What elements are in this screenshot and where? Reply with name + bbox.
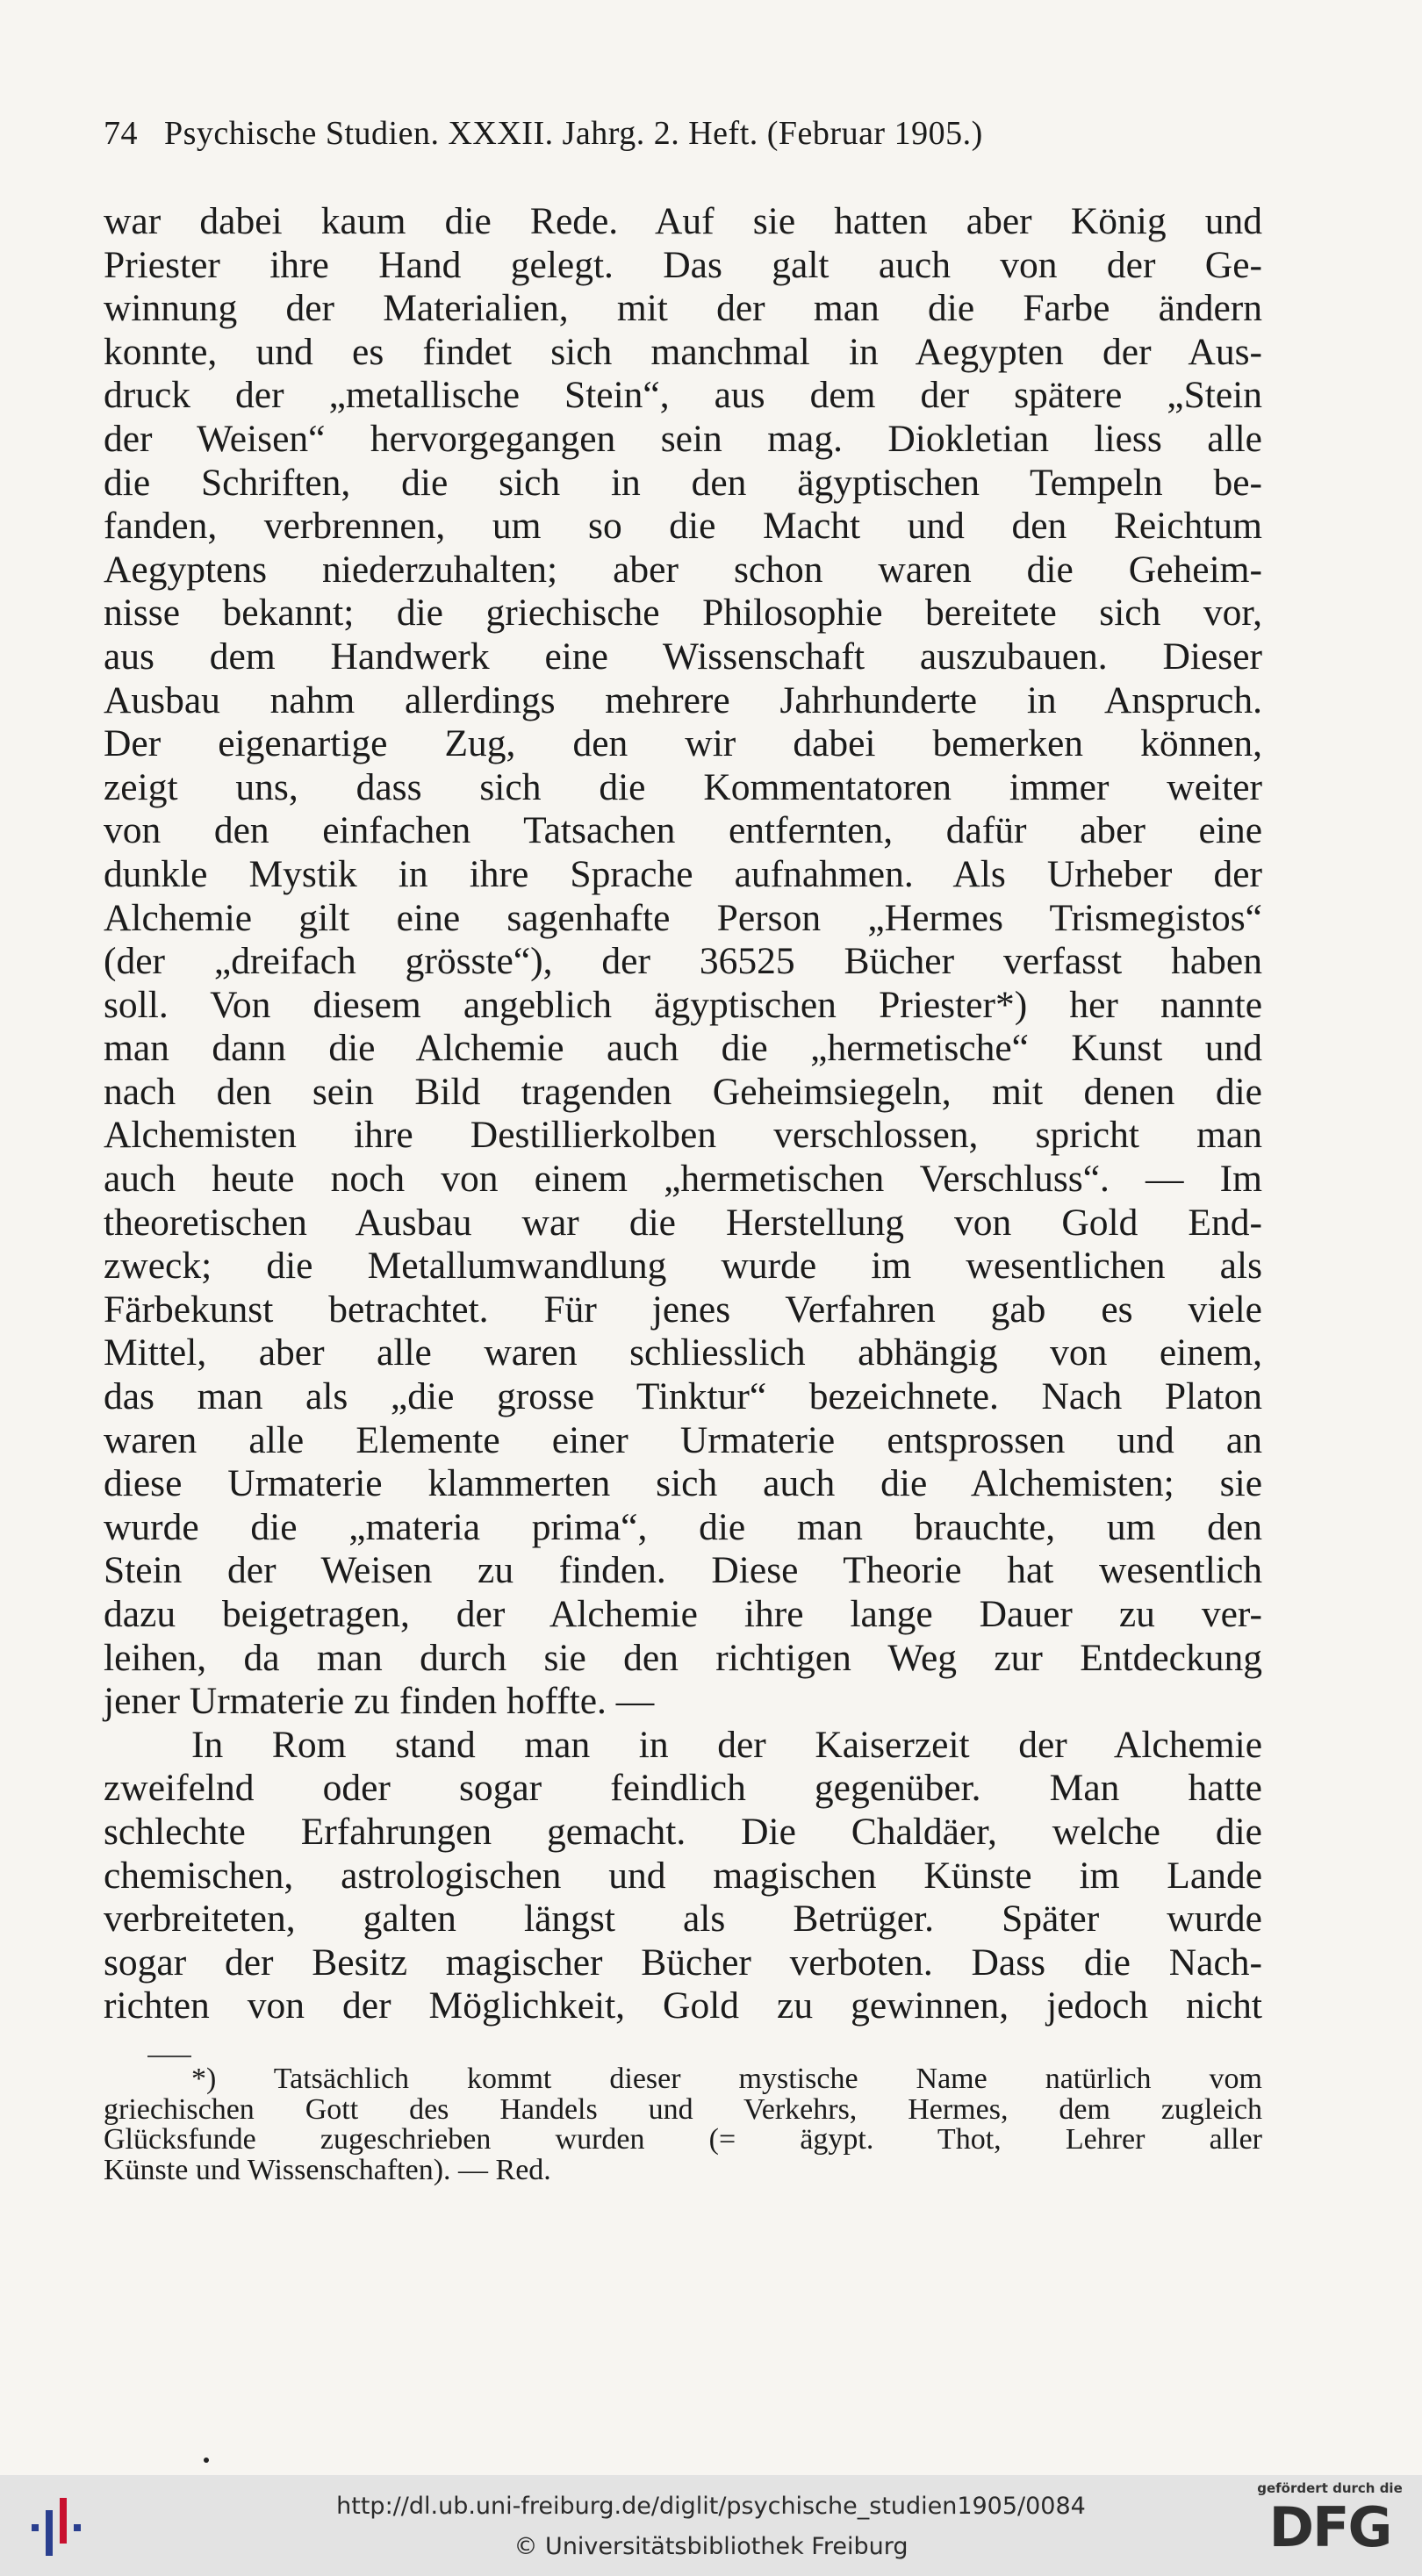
body-line: soll. Von diesem angeblich ägyptischen Priester*) her nannte (104, 983, 1262, 1026)
body-text (104, 200, 1262, 2028)
dfg-wordmark: DFG (1268, 2495, 1391, 2559)
dfg-logo (1251, 2480, 1409, 2572)
ink-speck (204, 2458, 209, 2463)
body-line: chemischen, astrologischen und magischen Künste im Lande (104, 1854, 1262, 1897)
body-line: Aegyptens niederzuhalten; aber schon waren die Geheim- (104, 548, 1262, 591)
body-line: verbreiteten, galten längst als Betrüger. Später wurde (104, 1898, 1262, 1941)
body-line: Ausbau nahm allerdings mehrere Jahrhunderte in Anspruch. (104, 678, 1262, 721)
footnote-line: griechischen Gott des Handels und Verkehrs, Hermes, dem zugleich (104, 2092, 1262, 2126)
body-line: man dann die Alchemie auch die „hermetische“ Kunst und (104, 1027, 1262, 1070)
footnote-separator (147, 2056, 191, 2057)
body-line: dazu beigetragen, der Alchemie ihre lange Dauer zu ver- (104, 1593, 1262, 1635)
body-line: das man als „die grosse Tinktur“ bezeichnete. Nach Platon (104, 1375, 1262, 1418)
body-line: Färbekunst betrachtet. Für jenes Verfahren gab es viele (104, 1288, 1262, 1331)
body-line: Stein der Weisen zu finden. Diese Theorie hat wesentlich (104, 1549, 1262, 1592)
footnote-line: *) Tatsächlich kommt dieser mystische Name natürlich vom (191, 2063, 1262, 2095)
body-line: Alchemie gilt eine sagenhafte Person „Hermes Trismegistos“ (104, 896, 1262, 939)
body-line: konnte, und es findet sich manchmal in Aegypten der Aus- (104, 330, 1262, 373)
footnote-line: Künste und Wissenschaften). — Red. (104, 2153, 551, 2186)
body-line: dunkle Mystik in ihre Sprache aufnahmen. Als Urheber der (104, 852, 1262, 895)
footer-bar (0, 2475, 1422, 2576)
body-line: druck der „metallische Stein“, aus dem der spätere „Stein (104, 374, 1262, 417)
source-url-link[interactable]: http://dl.ub.uni-freiburg.de/diglit/psychische_studien1905/0084 (336, 2493, 1086, 2520)
body-line: fanden, verbrennen, um so die Macht und den Reichtum (104, 505, 1262, 548)
body-line: zweck; die Metallumwandlung wurde im wesentlichen als (104, 1245, 1262, 1288)
body-line: In Rom stand man in der Kaiserzeit der Alchemie (191, 1723, 1262, 1766)
body-line: aus dem Handwerk eine Wissenschaft auszubauen. Dieser (104, 635, 1262, 678)
body-line: auch heute noch von einem „hermetischen Verschluss“. — Im (104, 1158, 1262, 1201)
body-line: richten von der Möglichkeit, Gold zu gewinnen, jedoch nicht (104, 1984, 1262, 2027)
dfg-tagline: gefördert durch die (1257, 2480, 1403, 2496)
body-line: sogar der Besitz magischer Bücher verboten. Dass die Nach- (104, 1941, 1262, 1984)
body-line: schlechte Erfahrungen gemacht. Die Chaldäer, welche die (104, 1810, 1262, 1853)
page-number: 74 (104, 115, 138, 152)
copyright-notice: © Universitätsbibliothek Freiburg (514, 2533, 908, 2560)
footnote-line: Glücksfunde zugeschrieben wurden (= ägypt. Thot, Lehrer aller (104, 2123, 1262, 2156)
running-header (104, 114, 1271, 153)
body-line: zeigt uns, dass sich die Kommentatoren immer weiter (104, 765, 1262, 808)
body-line: nach den sein Bild tragenden Geheimsiegeln, mit denen die (104, 1070, 1262, 1113)
body-line: Der eigenartige Zug, den wir dabei bemerken können, (104, 722, 1262, 765)
footnote (104, 2064, 1262, 2185)
body-line: (der „dreifach grösste“), der 36525 Bücher verfasst haben (104, 940, 1262, 983)
body-line: theoretischen Ausbau war die Herstellung von Gold End- (104, 1201, 1262, 1244)
body-line: winnung der Materialien, mit der man die Farbe ändern (104, 287, 1262, 330)
body-line: leihen, da man durch sie den richtigen Weg zur Entdeckung (104, 1636, 1262, 1679)
body-line: waren alle Elemente einer Urmaterie entsprossen und an (104, 1418, 1262, 1461)
body-line: die Schriften, die sich in den ägyptischen Tempeln be- (104, 461, 1262, 504)
body-line: Alchemisten ihre Destillierkolben verschlossen, spricht man (104, 1114, 1262, 1157)
body-line: diese Urmaterie klammerten sich auch die Alchemisten; sie (104, 1462, 1262, 1505)
body-line: nisse bekannt; die griechische Philosophie bereitete sich vor, (104, 592, 1262, 635)
body-line: Priester ihre Hand gelegt. Das galt auch von der Ge- (104, 243, 1262, 286)
body-line: wurde die „materia prima“, die man brauchte, um den (104, 1505, 1262, 1548)
body-line: zweifelnd oder sogar feindlich gegenüber. Man hatte (104, 1767, 1262, 1810)
running-title: Psychische Studien. XXXII. Jahrg. 2. Heft. (Februar 1905.) (164, 115, 983, 152)
body-line: jener Urmaterie zu finden hoffte. — (104, 1680, 655, 1723)
body-line: war dabei kaum die Rede. Auf sie hatten aber König und (104, 200, 1262, 242)
body-line: der Weisen“ hervorgegangen sein mag. Diokletian liess alle (104, 417, 1262, 460)
body-line: Mittel, aber alle waren schliesslich abhängig von einem, (104, 1331, 1262, 1374)
body-line: von den einfachen Tatsachen entfernten, dafür aber eine (104, 809, 1262, 852)
